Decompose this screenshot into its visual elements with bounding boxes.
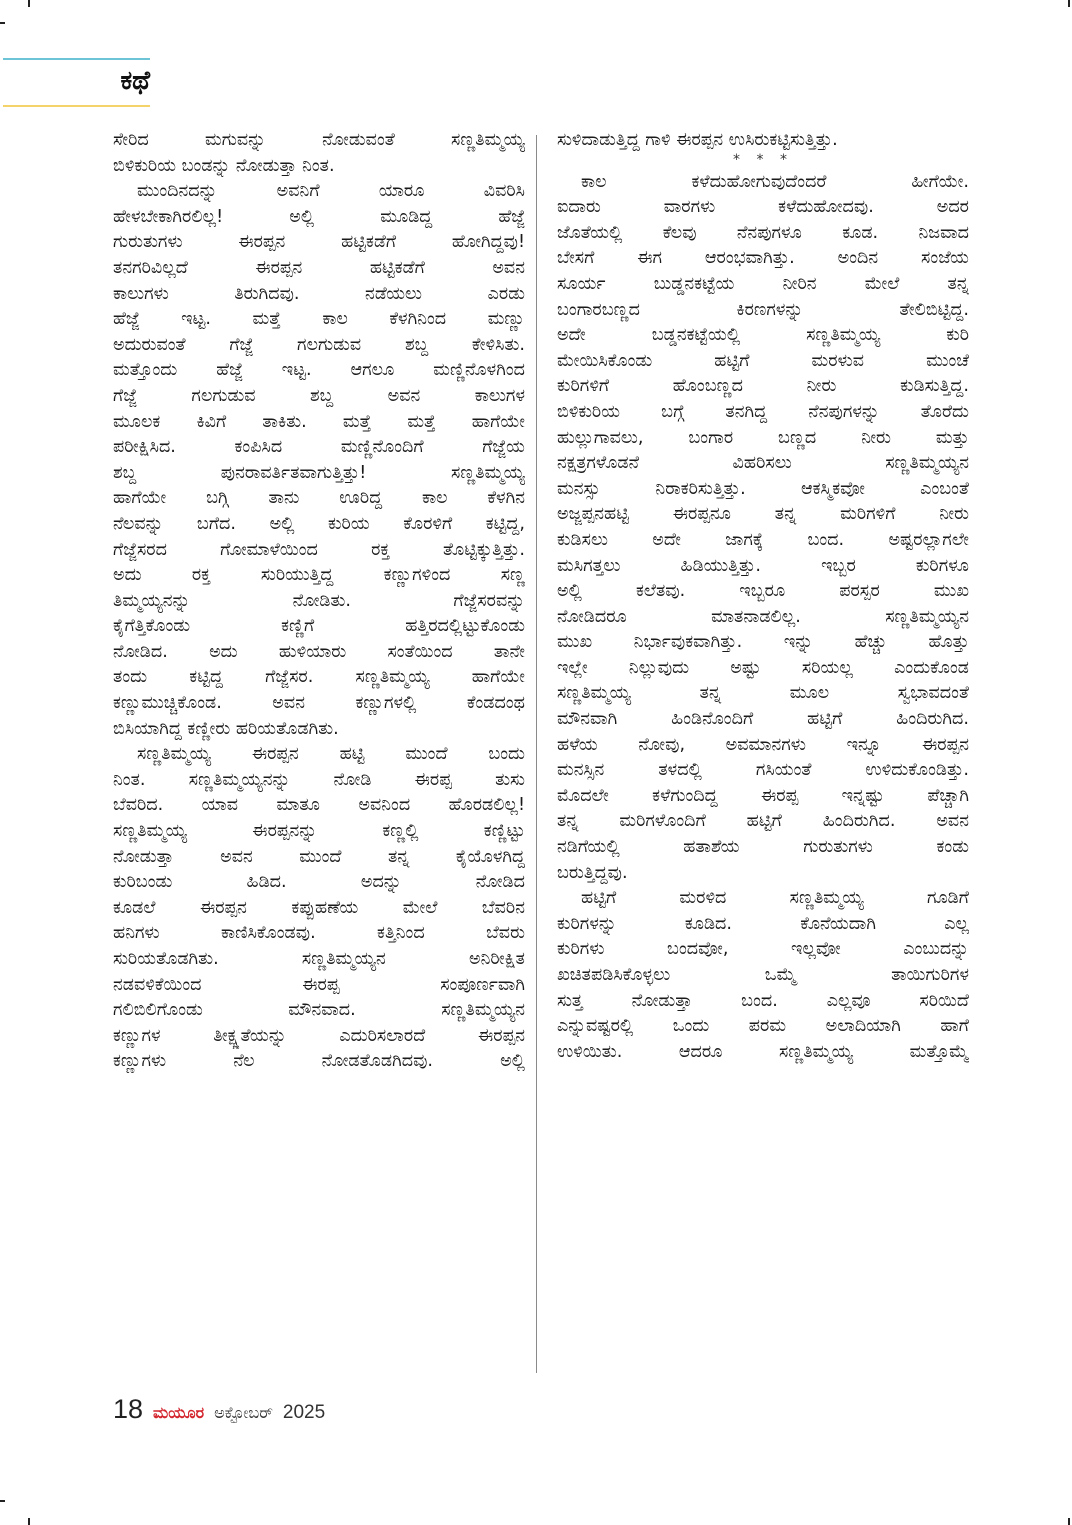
text-line: ಮೇಯಿಸಿಕೊಂಡು ಹಟ್ಟಿಗೆ ಮರಳುವ ಮುಂಚೆ [557,350,969,371]
left-text-column [113,128,525,1075]
text-line: ನೆಲವನ್ನು ಬಗೆದ. ಅಲ್ಲಿ ಕುರಿಯ ಕೊರಳಿಗೆ ಕಟ್ಟಿದ್ದ, [113,513,525,534]
text-line: ಉಳಿಯಿತು. ಆದರೂ ಸಣ್ಣತಿಮ್ಮಯ್ಯ ಮತ್ತೊಮ್ಮೆ [557,1041,969,1062]
text-line: ನೋಡುತ್ತಾ ಅವನ ಮುಂದೆ ತನ್ನ ಕೈಯೊಳಗಿದ್ದ [113,846,525,867]
paragraph [113,742,525,1075]
text-line: ಅದು ರಕ್ತ ಸುರಿಯುತ್ತಿದ್ದ ಕಣ್ಣುಗಳಿಂದ ಸಣ್ಣ [113,565,525,586]
text-line: ತಂದು ಕಟ್ಟಿದ್ದ ಗೆಜ್ಜೆಸರ. ಸಣ್ಣತಿಮ್ಮಯ್ಯ ಹಾಗೆಯೇ [113,667,525,688]
text-line: ಸಣ್ಣತಿಮ್ಮಯ್ಯ ಈರಪ್ಪನನ್ನು ಕಣ್ಣಲ್ಲಿ ಕಣ್ಣಿಟ್ಟು [113,821,525,842]
section-header [0,58,150,108]
text-line: ಬೆವರಿದ. ಯಾವ ಮಾತೂ ಅವನಿಂದ ಹೊರಡಲಿಲ್ಲ! [113,795,525,816]
text-line: ಕುರಿಗಳು ಬಂದವೋ, ಇಲ್ಲವೋ ಎಂಬುದನ್ನು [557,939,969,960]
issue-year: 2025 [282,1402,326,1423]
text-line: ಕುಡಿಸಲು ಅದೇ ಜಾಗಕ್ಕೆ ಬಂದ. ಅಷ್ಟರಲ್ಲಾಗಲೇ [557,529,969,550]
text-line: ನೋಡಿದರೂ ಮಾತನಾಡಲಿಲ್ಲ. ಸಣ್ಣತಿಮ್ಮಯ್ಯನ [557,606,969,627]
text-line: ಹಟ್ಟಿಗೆ ಮರಳಿದ ಸಣ್ಣತಿಮ್ಮಯ್ಯ ಗೂಡಿಗೆ [581,888,969,909]
text-line: ಕಣ್ಣುಗಳು ನೆಲ ನೋಡತೊಡಗಿದವು. ಅಲ್ಲಿ [113,1051,525,1072]
text-line: ಅದೇ ಬಡ್ಡನಕಟ್ಟೆಯಲ್ಲಿ ಸಣ್ಣತಿಮ್ಮಯ್ಯ ಕುರಿ [557,325,969,346]
column-divider [536,135,537,1373]
section-break-stars: * * * [733,151,793,168]
text-line: ಬಿಳಿಕುರಿಯ ಬಗ್ಗೆ ತನಗಿದ್ದ ನೆನಪುಗಳನ್ನು ತೊರೆದು [557,401,969,422]
text-line: ಸುಳಿದಾಡುತ್ತಿದ್ದ ಗಾಳಿ ಈರಪ್ಪನ ಉಸಿರುಕಟ್ಟಿಸುತ್ತಿತ್ತು. [557,130,838,150]
text-line: ತನಗರಿವಿಲ್ಲದೆ ಈರಪ್ಪನ ಹಟ್ಟಿಕಡೆಗೆ ಅವನ [113,257,525,278]
crop-mark [0,1500,5,1502]
text-line: ಬೇಸಗೆ ಈಗ ಆರಂಭವಾಗಿತ್ತು. ಅಂದಿನ ಸಂಜೆಯ [557,248,969,269]
text-line: ಕೈಗೆತ್ತಿಕೊಂಡು ಕಣ್ಣಿಗೆ ಹತ್ತಿರದಲ್ಲಿಟ್ಟುಕೊಂಡು [113,616,525,637]
text-line: ಕುರಿಗಳಿಗೆ ಹೊಂಬಣ್ಣದ ನೀರು ಕುಡಿಸುತ್ತಿದ್ದ. [557,376,969,397]
text-line: ಗಲಿಬಿಲಿಗೊಂಡು ಮೌನವಾದ. ಸಣ್ಣತಿಮ್ಮಯ್ಯನ [113,1000,525,1021]
header-rule-bottom [3,105,150,107]
text-line: ಸೂರ್ಯ ಬುಡ್ಡನಕಟ್ಟೆಯ ನೀರಿನ ಮೇಲೆ ತನ್ನ [557,273,969,294]
text-line: ಹನಿಗಳು ಕಾಣಿಸಿಕೊಂಡವು. ಕತ್ತಿನಿಂದ ಬೆವರು [113,923,525,944]
text-line: ಪರೀಕ್ಷಿಸಿದ. ಕಂಪಿಸಿದ ಮಣ್ಣಿನೊಂದಿಗೆ ಗೆಜ್ಜೆಯ [113,437,525,458]
text-line: ಕಾಲುಗಳು ತಿರುಗಿದವು. ನಡೆಯಲು ಎರಡು [113,283,525,304]
text-line: ಕಣ್ಣುಮುಚ್ಚಿಕೊಂಡ. ಅವನ ಕಣ್ಣುಗಳಲ್ಲಿ ಕೆಂಡದಂಥ [113,693,525,714]
text-line: ಅಲ್ಲಿ ಕಲೆತವು. ಇಬ್ಬರೂ ಪರಸ್ಪರ ಮುಖ [557,581,969,602]
text-line: ಅಜ್ಜಪ್ಪನಹಟ್ಟಿ ಈರಪ್ಪನೂ ತನ್ನ ಮರಿಗಳಿಗೆ ನೀರು [557,504,969,525]
text-line: ನಿಂತ. ಸಣ್ಣತಿಮ್ಮಯ್ಯನನ್ನು ನೋಡಿ ಈರಪ್ಪ ತುಸು [113,769,525,790]
paragraph [557,170,969,887]
text-line: ಸುರಿಯತೊಡಗಿತು. ಸಣ್ಣತಿಮ್ಮಯ್ಯನ ಅನಿರೀಕ್ಷಿತ [113,949,525,969]
text-line: ಮುಂದಿನದನ್ನು ಅವನಿಗೆ ಯಾರೂ ವಿವರಿಸಿ [137,181,525,202]
text-line: ಜೊತೆಯಲ್ಲಿ ಕೆಲವು ನೆನಪುಗಳೂ ಕೂಡ. ನಿಜವಾದ [557,222,969,243]
text-line: ಸೇರಿದ ಮಗುವನ್ನು ನೋಡುವಂತೆ ಸಣ್ಣತಿಮ್ಮಯ್ಯ [113,130,525,150]
crop-mark [1068,1518,1070,1525]
text-line: ತಿಮ್ಮಯ್ಯನನ್ನು ನೋಡಿತು. ಗೆಜ್ಜೆಸರವನ್ನು [113,590,525,611]
text-line: ಐದಾರು ವಾರಗಳು ಕಳೆದುಹೋದವು. ಅದರ [557,197,969,218]
text-line: ನಡವಳಿಕೆಯಿಂದ ಈರಪ್ಪ ಸಂಪೂರ್ಣವಾಗಿ [113,974,525,995]
text-line: ಹುಲ್ಲುಗಾವಲು, ಬಂಗಾರ ಬಣ್ಣದ ನೀರು ಮತ್ತು [557,427,969,448]
text-line: ಹಾಗೆಯೇ ಬಗ್ಗಿ ತಾನು ಊರಿದ್ದ ಕಾಲ ಕೆಳಗಿನ [113,488,525,509]
text-line: ಮನಸ್ಸಿನ ತಳದಲ್ಲಿ ಗಸಿಯಂತೆ ಉಳಿದುಕೊಂಡಿತ್ತು. [557,760,969,781]
paragraph [113,179,525,742]
text-line: ಶಬ್ದ ಪುನರಾವರ್ತಿತವಾಗುತ್ತಿತ್ತು! ಸಣ್ಣತಿಮ್ಮಯ್ಯ [113,462,525,483]
text-line: ಅದುರುವಂತೆ ಗೆಜ್ಜೆ ಗಲಗುಡುವ ಶಬ್ದ ಕೇಳಿಸಿತು. [113,334,525,355]
text-line: ಬಿಳಿಕುರಿಯ ಬಂಡನ್ನು ನೋಡುತ್ತಾ ನಿಂತ. [113,155,335,176]
text-line: ಮನಸ್ಸು ನಿರಾಕರಿಸುತ್ತಿತ್ತು. ಆಕಸ್ಮಿಕವೋ ಎಂಬಂತೆ [557,478,969,499]
text-line: ಮತ್ತೊಂದು ಹೆಜ್ಜೆ ಇಟ್ಟ. ಆಗಲೂ ಮಣ್ಣಿನೊಳಗಿಂದ [113,360,525,381]
text-line: ಮಸಿಗತ್ತಲು ಹಿಡಿಯುತ್ತಿತ್ತು. ಇಬ್ಬರ ಕುರಿಗಳೂ [557,555,969,576]
crop-mark [28,0,30,7]
text-line: ನಕ್ಷತ್ರಗಳೊಡನೆ ವಿಹರಿಸಲು ಸಣ್ಣತಿಮ್ಮಯ್ಯನ [557,453,969,474]
right-text-column [557,128,969,1065]
header-rule-top [3,58,150,60]
crop-mark [28,1518,30,1525]
text-line: ಹೇಳಬೇಕಾಗಿರಲಿಲ್ಲ! ಅಲ್ಲಿ ಮೂಡಿದ್ದ ಹೆಜ್ಜೆ [113,206,525,227]
text-line: ಕೂಡಲೆ ಈರಪ್ಪನ ಕಪ್ಪುಹಣೆಯ ಮೇಲೆ ಬೆವರಿನ [113,897,525,918]
text-line: ಎನ್ನುವಷ್ಟರಲ್ಲಿ ಒಂದು ಪರಮ ಅಲಾದಿಯಾಗಿ ಹಾಗೆ [557,1016,969,1037]
section-title: ಕಥೆ [120,66,150,96]
issue-month: ಅಕ್ಟೋಬರ್ [214,1403,273,1422]
text-line: ನಡಿಗೆಯಲ್ಲಿ ಹತಾಶೆಯ ಗುರುತುಗಳು ಕಂಡು [557,837,969,858]
text-line: ಗೆಜ್ಜೆ ಗಲಗುಡುವ ಶಬ್ದ ಅವನ ಕಾಲುಗಳ [113,385,525,406]
text-line: ಇಲ್ಲೇ ನಿಲ್ಲುವುದು ಅಷ್ಟು ಸರಿಯಲ್ಲ ಎಂದುಕೊಂಡ [557,657,969,678]
text-line: ನೋಡಿದ. ಅದು ಹುಳಿಯಾರು ಸಂತೆಯಿಂದ ತಾನೇ [113,641,525,662]
text-line: ಕಾಲ ಕಳೆದುಹೋಗುವುದೆಂದರೆ ಹೀಗೆಯೇ. [581,171,969,192]
page-footer [113,1394,325,1428]
text-line: ಮುಖ ನಿರ್ಭಾವುಕವಾಗಿತ್ತು. ಇನ್ನು ಹೆಚ್ಚು ಹೊತ್ತು [557,632,969,653]
text-line: ಕುರಿಬಂಡು ಹಿಡಿದ. ಅದನ್ನು ನೋಡಿದ [113,872,525,893]
text-line: ಬರುತ್ತಿದ್ದವು. [557,862,628,883]
crop-mark [1068,0,1070,7]
page-number: 18 [113,1394,144,1424]
paragraph [557,886,969,1065]
text-line: ಬಿಸಿಯಾಗಿದ್ದ ಕಣ್ಣೀರು ಹರಿಯತೊಡಗಿತು. [113,718,339,739]
text-line: ಹೆಜ್ಜೆ ಇಟ್ಟ. ಮತ್ತೆ ಕಾಲ ಕೆಳಗಿನಿಂದ ಮಣ್ಣು [113,309,525,330]
text-line: ಮೌನವಾಗಿ ಹಿಂಡಿನೊಂದಿಗೆ ಹಟ್ಟಿಗೆ ಹಿಂದಿರುಗಿದ. [557,709,969,730]
crop-mark [0,22,5,24]
text-line: ಕಣ್ಣುಗಳ ತೀಕ್ಷ್ಣತೆಯನ್ನು ಎದುರಿಸಲಾರದೆ ಈರಪ್ಪನ [113,1025,525,1046]
text-line: ಸಣ್ಣತಿಮ್ಮಯ್ಯ ಈರಪ್ಪನ ಹಟ್ಟಿ ಮುಂದೆ ಬಂದು [137,744,525,765]
text-line: ಗುರುತುಗಳು ಈರಪ್ಪನ ಹಟ್ಟಿಕಡೆಗೆ ಹೋಗಿದ್ದವು! [113,232,525,253]
paragraph [113,128,525,179]
text-line: ಗೆಜ್ಜೆಸರದ ಗೋಮಾಳೆಯಿಂದ ರಕ್ತ ತೊಟ್ಟಿಕ್ಕುತ್ತಿತ್ತು. [113,539,525,560]
text-line: ಸಣ್ಣತಿಮ್ಮಯ್ಯ ತನ್ನ ಮೂಲ ಸ್ವಭಾವದಂತೆ [557,683,969,704]
text-line: ತನ್ನ ಮರಿಗಳೊಂದಿಗೆ ಹಟ್ಟಿಗೆ ಹಿಂದಿರುಗಿದ. ಅವನ [557,811,969,832]
text-line: ಸುತ್ತ ನೋಡುತ್ತಾ ಬಂದ. ಎಲ್ಲವೂ ಸರಿಯಿದೆ [557,990,969,1011]
text-line: ಮೊದಲೇ ಕಳೆಗುಂದಿದ್ದ ಈರಪ್ಪ ಇನ್ನಷ್ಟು ಪೆಚ್ಚಾಗಿ [557,785,969,806]
text-line: ಖಚಿತಪಡಿಸಿಕೊಳ್ಳಲು ಒಮ್ಮೆ ತಾಯಿಗುರಿಗಳ [557,965,969,985]
text-line: ಹಳೆಯ ನೋವು, ಅವಮಾನಗಳು ಇನ್ನೂ ಈರಪ್ಪನ [557,734,969,755]
text-line: ಕುರಿಗಳನ್ನು ಕೂಡಿದ. ಕೊನೆಯದಾಗಿ ಎಲ್ಲ [557,913,969,934]
magazine-logo: ಮಯೂರ [153,1403,205,1422]
text-line: ಮೂಲಕ ಕಿವಿಗೆ ತಾಕಿತು. ಮತ್ತೆ ಮತ್ತೆ ಹಾಗೆಯೇ [113,411,525,432]
text-line: ಬಂಗಾರಬಣ್ಣದ ಕಿರಣಗಳನ್ನು ತೇಲಿಬಿಟ್ಟಿದ್ದ. [557,299,969,320]
